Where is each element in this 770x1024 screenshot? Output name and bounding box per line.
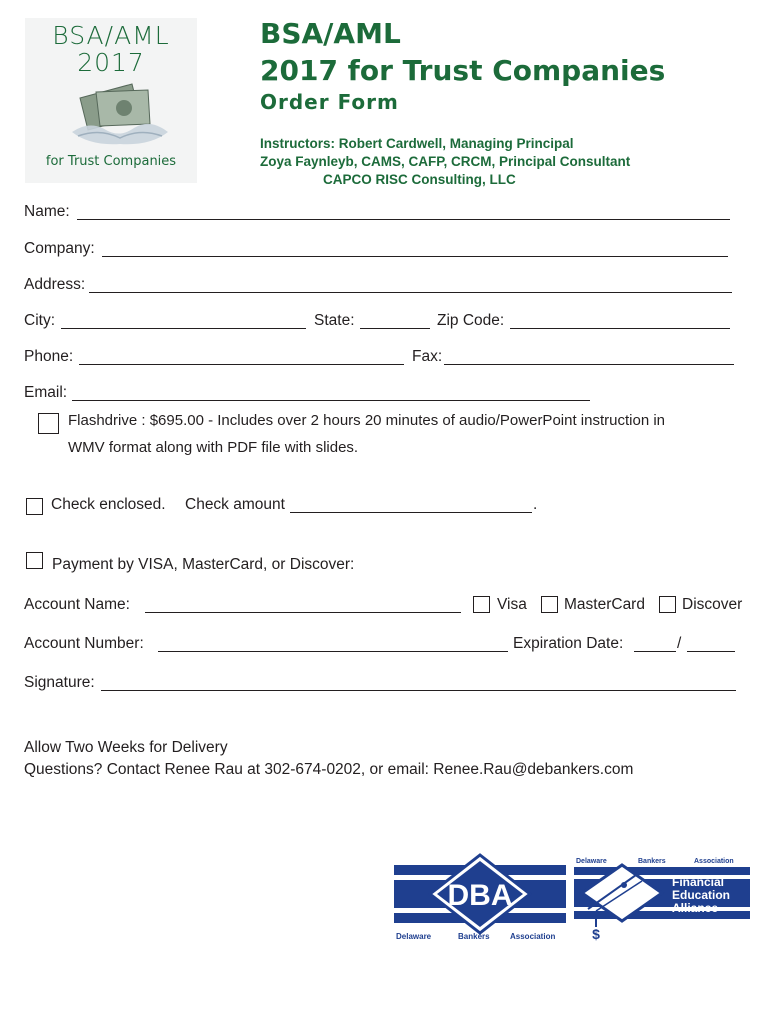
account-name-label: Account Name: (24, 596, 130, 613)
expiration-month-field[interactable] (634, 651, 676, 652)
instructors-line3: CAPCO RISC Consulting, LLC (323, 172, 516, 187)
address-label: Address: (24, 276, 86, 293)
logo-title (25, 22, 197, 76)
fax-label: Fax: (412, 348, 443, 365)
mastercard-label: MasterCard (564, 596, 645, 613)
discover-checkbox[interactable] (659, 596, 676, 613)
fea-top-delaware: Delaware (576, 858, 607, 865)
company-field[interactable] (102, 256, 728, 257)
expiration-date-label: Expiration Date: (513, 635, 624, 652)
flashdrive-description-line1: Flashdrive : $695.00 - Includes over 2 hours 20 minutes of audio/PowerPoint instruction in (68, 412, 665, 429)
fea-top-bankers: Bankers (638, 858, 666, 865)
contact-notice: Questions? Contact Renee Rau at 302-674-0202, or email: Renee.Rau@debankers.com (24, 761, 634, 778)
card-payment-label: Payment by VISA, MasterCard, or Discover: (52, 556, 355, 573)
check-amount-field[interactable] (290, 512, 532, 513)
check-enclosed-label: Check enclosed. (51, 496, 166, 513)
name-field[interactable] (77, 219, 730, 220)
fea-dollar-sign: $ (592, 926, 600, 941)
delivery-notice: Allow Two Weeks for Delivery (24, 739, 228, 756)
check-enclosed-checkbox[interactable] (26, 498, 43, 515)
discover-label: Discover (682, 596, 743, 613)
fea-line-alliance: Alliance (672, 901, 719, 915)
company-label: Company: (24, 240, 95, 257)
city-field[interactable] (61, 328, 306, 329)
visa-checkbox[interactable] (473, 596, 490, 613)
instructors-line2: Zoya Faynleyb, CAMS, CAFP, CRCM, Principal Consultant (260, 154, 631, 169)
mastercard-checkbox[interactable] (541, 596, 558, 613)
fea-top-association: Association (694, 858, 734, 865)
fax-field[interactable] (444, 364, 734, 365)
instructors-line1: Instructors: Robert Cardwell, Managing Principal (260, 136, 574, 151)
dba-word-bankers: Bankers (458, 932, 490, 941)
financial-education-alliance-logo (574, 855, 750, 941)
event-logo (25, 18, 197, 183)
zip-code-label: Zip Code: (437, 312, 505, 329)
city-label: City: (24, 312, 55, 329)
dba-word-delaware: Delaware (396, 932, 432, 941)
email-field[interactable] (72, 400, 590, 401)
state-field[interactable] (360, 328, 430, 329)
address-field[interactable] (89, 292, 732, 293)
logo-title-line2: 2017 (77, 48, 145, 77)
logo-title-line1: BSA/AML (52, 21, 170, 50)
fea-line-education: Education (672, 888, 731, 902)
account-name-field[interactable] (145, 612, 461, 613)
flashdrive-description-line2: WMV format along with PDF file with slides. (68, 439, 359, 456)
account-number-label: Account Number: (24, 635, 144, 652)
dba-letters: DBA (447, 879, 513, 912)
phone-field[interactable] (79, 364, 404, 365)
card-payment-checkbox[interactable] (26, 552, 43, 569)
name-label: Name: (24, 203, 70, 220)
page-title: BSA/AML (260, 17, 401, 50)
dba-word-association: Association (510, 932, 556, 941)
expiration-slash: / (677, 635, 682, 652)
page-title-line2: 2017 for Trust Companies (260, 54, 666, 87)
check-amount-label: Check amount (185, 496, 285, 513)
state-label: State: (314, 312, 355, 329)
visa-label: Visa (497, 596, 527, 613)
expiration-year-field[interactable] (687, 651, 735, 652)
phone-label: Phone: (24, 348, 74, 365)
zip-code-field[interactable] (510, 328, 730, 329)
email-label: Email: (24, 384, 68, 401)
check-amount-period: . (533, 496, 538, 513)
signature-label: Signature: (24, 674, 95, 691)
order-form-heading: Order Form (260, 90, 399, 114)
logo-subtitle: for Trust Companies (45, 154, 177, 169)
signature-field[interactable] (101, 690, 736, 691)
delaware-bankers-association-logo (394, 853, 566, 943)
fea-line-financial: Financial (672, 875, 725, 889)
money-splash-icon (70, 80, 170, 150)
flashdrive-checkbox[interactable] (38, 413, 59, 434)
account-number-field[interactable] (158, 651, 508, 652)
